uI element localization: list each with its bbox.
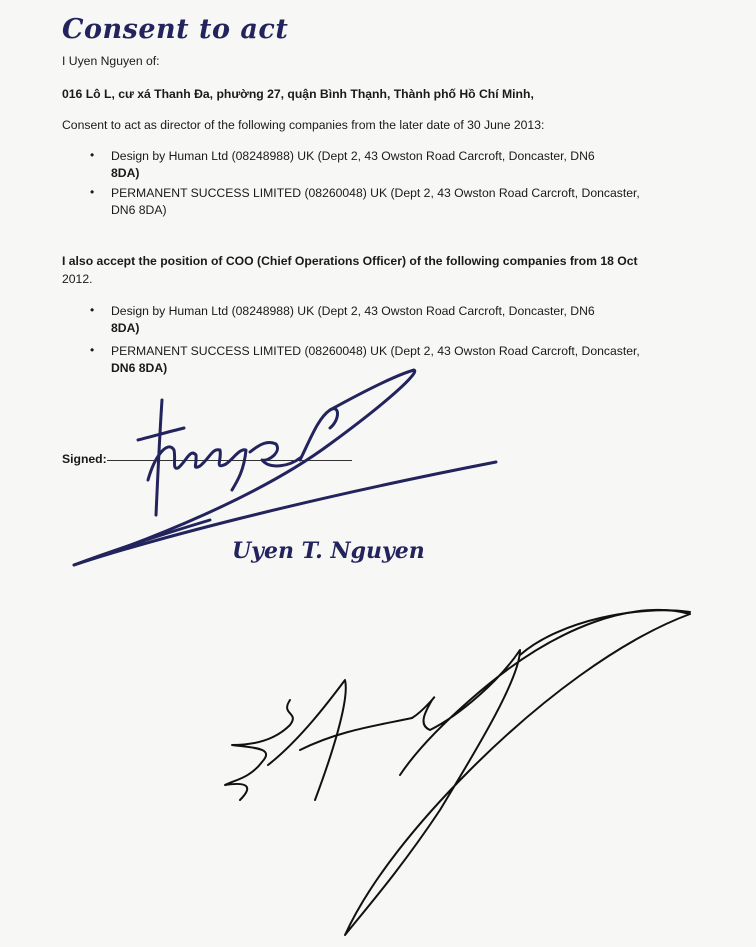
- bullet-icon: •: [90, 148, 95, 162]
- list-item-line: PERMANENT SUCCESS LIMITED (08260048) UK (Dept 2, 43 Owston Road Carcroft, Doncaster,: [111, 186, 640, 200]
- list-item-line: 8DA): [111, 321, 140, 335]
- list-item-line: 8DA): [111, 166, 140, 180]
- list-item-line: Design by Human Ltd (08248988) UK (Dept 2, 43 Owston Road Carcroft, Doncaster, DN6: [111, 304, 595, 318]
- list-item-line: DN6 8DA): [111, 203, 167, 217]
- coo-statement-line2: 2012.: [62, 272, 93, 286]
- handwritten-name: [232, 538, 425, 564]
- handwritten-name-text: Uyen T. Nguyen: [232, 538, 425, 564]
- page-title: Consent to act: [62, 14, 289, 45]
- intro-text: I Uyen Nguyen of:: [62, 54, 160, 68]
- bullet-icon: •: [90, 343, 95, 357]
- list-item-line: Design by Human Ltd (08248988) UK (Dept 2, 43 Owston Road Carcroft, Doncaster, DN6: [111, 149, 595, 163]
- bullet-icon: •: [90, 303, 95, 317]
- coo-statement-line1: I also accept the position of COO (Chief Operations Officer) of the following companies from 18 Oct: [62, 254, 638, 268]
- blue-signature: [74, 370, 496, 565]
- signed-label: Signed:: [62, 452, 107, 466]
- black-signature: [225, 610, 690, 935]
- bullet-icon: •: [90, 185, 95, 199]
- director-statement: Consent to act as director of the following companies from the later date of 30 June 2013:: [62, 118, 545, 132]
- list-item-line: DN6 8DA): [111, 361, 168, 375]
- list-item-line: PERMANENT SUCCESS LIMITED (08260048) UK (Dept 2, 43 Owston Road Carcroft, Doncaster,: [111, 344, 640, 358]
- address-text: 016 Lô L, cư xá Thanh Đa, phường 27, quận Bình Thạnh, Thành phố Hồ Chí Minh,: [62, 87, 534, 101]
